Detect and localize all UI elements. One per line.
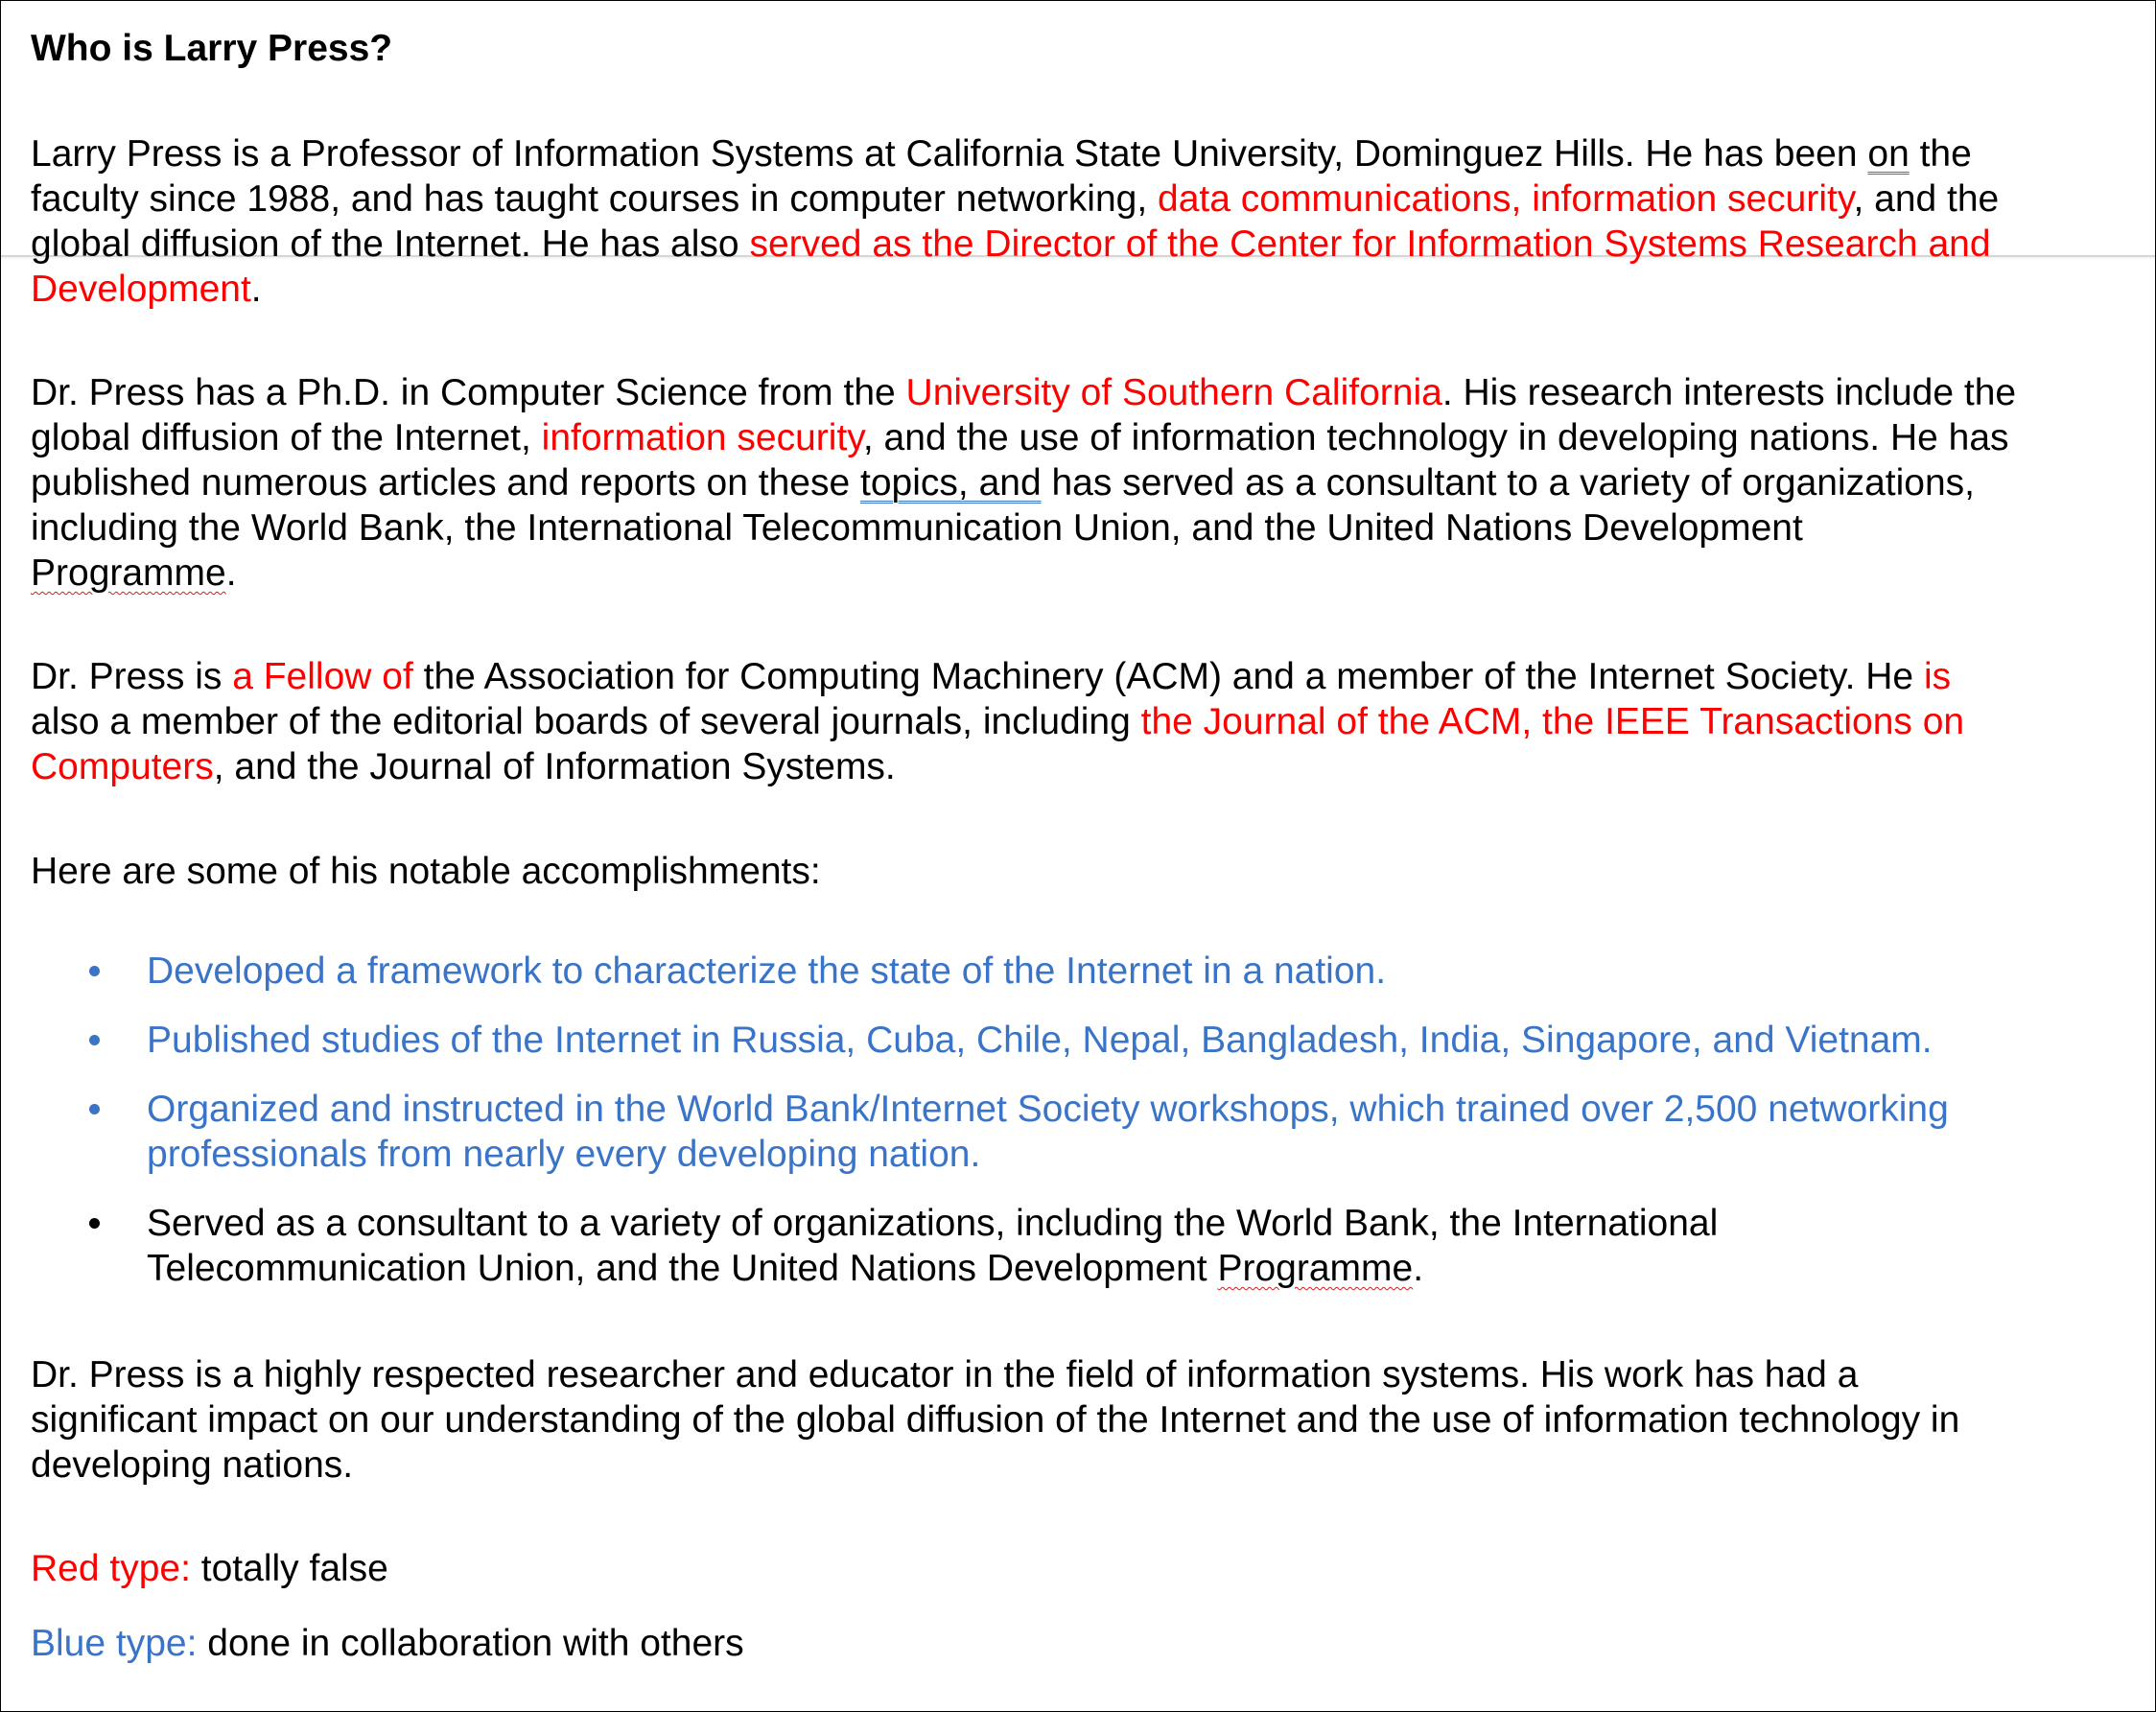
- list-item-text: Developed a framework to characterize the state of the Internet in a nation.: [147, 950, 1387, 992]
- accomplishments-list: [31, 949, 2131, 1315]
- legend-blue: [31, 1621, 744, 1666]
- text-run: Dr. Press has a Ph.D. in Computer Science from the: [31, 372, 906, 413]
- text-run: , and the use of information technology in developing nations. He has: [862, 417, 2009, 458]
- text-line: including the World Bank, the International Telecommunication Union, and the United Nations Development: [31, 507, 1803, 549]
- false-claim-text: University of Southern California: [905, 372, 1442, 413]
- text-line: [31, 551, 2131, 596]
- text-line: [31, 222, 2131, 267]
- list-item-text: Served as a consultant to a variety of organizations, including the World Bank, the International: [147, 1203, 1719, 1244]
- text-run: Dr. Press is: [31, 656, 233, 697]
- paragraph-accomplishments-intro: [31, 849, 2131, 894]
- bullet-dot-icon: [89, 1218, 100, 1229]
- false-claim-text: a Fellow of: [232, 656, 413, 697]
- text-run: Larry Press is a Professor of Information Systems at California State University, Dominguez Hills. He has been: [31, 133, 1868, 175]
- false-claim-text: served as the Director of the Center for Information Systems Research and: [749, 223, 1991, 265]
- legend-blue-label: Blue type:: [31, 1623, 198, 1664]
- false-claim-text: the Journal of the ACM, the IEEE Transactions on: [1140, 701, 1965, 742]
- list-item: [31, 1087, 2131, 1177]
- text-run: global diffusion of the Internet,: [31, 417, 542, 458]
- text-run: also a member of the editorial boards of several journals, including: [31, 701, 1141, 742]
- grammar-flag-word[interactable]: on: [1867, 133, 1910, 175]
- paragraph-conclusion: [31, 1352, 2131, 1488]
- text-run: faculty since 1988, and has taught courses in computer networking,: [31, 178, 1159, 220]
- text-line: Here are some of his notable accomplishments:: [31, 851, 821, 892]
- list-item-text: Organized and instructed in the World Bank/Internet Society workshops, which trained over 2,500 networking: [147, 1089, 1949, 1130]
- text-line: Dr. Press is a highly respected researcher and educator in the field of information systems. His work has had a: [31, 1354, 1859, 1395]
- bullet-dot-icon: [89, 966, 100, 976]
- paragraph-intro: [31, 131, 2131, 312]
- false-claim-text: information security: [541, 417, 863, 458]
- list-item-text: [147, 1246, 2131, 1291]
- text-run: Telecommunication Union, and the United Nations Development: [147, 1248, 1218, 1289]
- text-line: [31, 267, 2131, 312]
- list-item: [31, 949, 2131, 994]
- text-run: has served as a consultant to a variety of organizations,: [1041, 462, 1976, 504]
- legend-red-label: Red type:: [31, 1548, 191, 1589]
- paragraph-education: [31, 370, 2131, 596]
- text-line: [31, 460, 2131, 505]
- legend-blue-text: done in collaboration with others: [197, 1623, 744, 1664]
- legend-red: [31, 1546, 388, 1591]
- list-item: [31, 1018, 2131, 1063]
- text-line: developing nations.: [31, 1444, 354, 1486]
- text-line: [31, 654, 2131, 699]
- text-run: global diffusion of the Internet. He has also: [31, 223, 750, 265]
- false-claim-text: is: [1923, 656, 1952, 697]
- text-run: . His research interests include the: [1441, 372, 2017, 413]
- text-line: [31, 370, 2131, 415]
- document-title: Who is Larry Press?: [31, 28, 393, 69]
- false-claim-text: Computers: [31, 746, 214, 787]
- text-run: , and the: [1853, 178, 2000, 220]
- false-claim-text: Development: [31, 269, 251, 310]
- text-run: the: [1909, 133, 1972, 175]
- bullet-dot-icon: [89, 1035, 100, 1045]
- grammar-flag-word[interactable]: topics, and: [860, 462, 1042, 504]
- spelling-flag-word[interactable]: Programme: [1217, 1248, 1414, 1289]
- text-line: [31, 699, 2131, 744]
- text-line: [31, 415, 2131, 460]
- text-run: the Association for Computing Machinery (ACM) and a member of the Internet Society. He: [412, 656, 1924, 697]
- list-item: [31, 1201, 2131, 1291]
- text-run: .: [1413, 1248, 1424, 1289]
- bullet-dot-icon: [89, 1104, 100, 1114]
- paragraph-memberships: [31, 654, 2131, 789]
- text-run: .: [225, 552, 237, 594]
- false-claim-text: data communications, information security: [1158, 178, 1854, 220]
- text-line: [31, 176, 2131, 222]
- text-line: [31, 744, 2131, 789]
- legend-red-text: totally false: [190, 1548, 388, 1589]
- text-line: significant impact on our understanding of the global diffusion of the Internet and the use of information technology in: [31, 1399, 1960, 1441]
- text-run: , and the Journal of Information Systems.: [213, 746, 896, 787]
- list-item-text: Published studies of the Internet in Russia, Cuba, Chile, Nepal, Bangladesh, India, Singapore, and Vietnam.: [147, 1020, 1933, 1061]
- text-run: published numerous articles and reports on these: [31, 462, 861, 504]
- list-item-text: professionals from nearly every developing nation.: [147, 1134, 981, 1175]
- text-line: [31, 131, 2131, 176]
- spelling-flag-word[interactable]: Programme: [31, 552, 226, 594]
- text-run: .: [250, 269, 262, 310]
